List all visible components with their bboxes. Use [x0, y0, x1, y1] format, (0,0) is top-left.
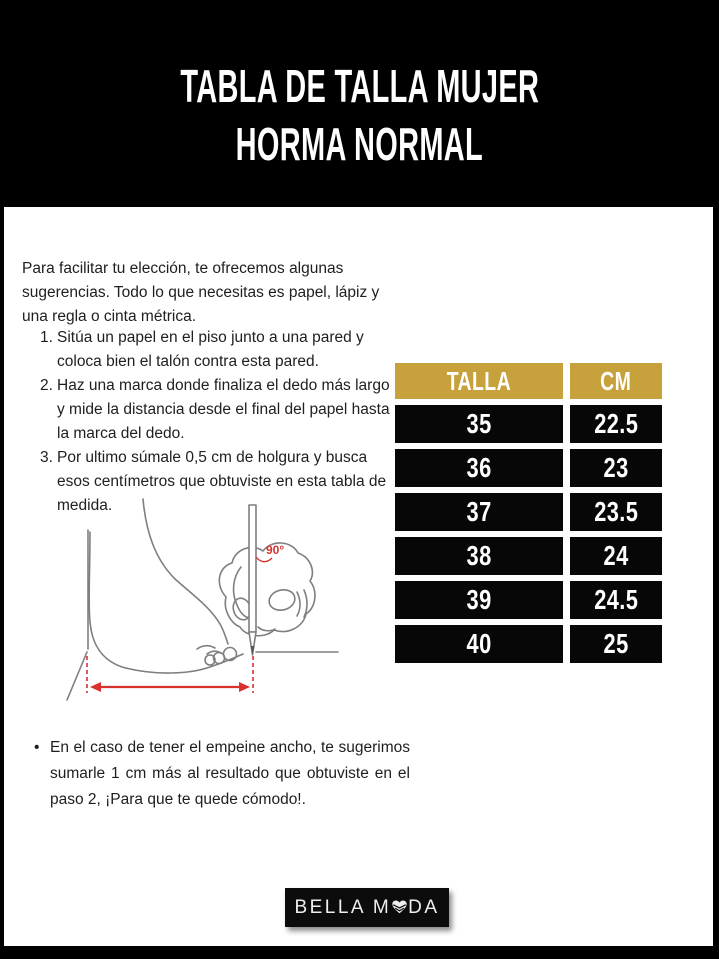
pencil-icon: [249, 505, 256, 655]
instruction-item-2: 2. Haz una marca donde finaliza el dedo más largo y mide la distancia desde el final del papel hasta la marca del dedo.: [40, 377, 390, 442]
table-row: [395, 581, 662, 619]
table-row: [395, 449, 662, 487]
angle-label: 90°: [266, 543, 285, 557]
talla-column-header: TALLA: [395, 363, 563, 399]
talla-cell: 36: [395, 449, 563, 487]
cm-cell: 23.5: [570, 493, 662, 531]
cm-cell: 24.5: [570, 581, 662, 619]
instruction-item-3: 3. Por ultimo súmale 0,5 cm de holgura y busca esos centímetros que obtuviste en esta tabla de medida.: [40, 449, 387, 514]
size-table-header-row: [395, 363, 662, 399]
page-title-line2: HORMA NORMAL: [235, 118, 484, 170]
cm-column-header: CM: [570, 363, 662, 399]
cm-cell: 22.5: [570, 405, 662, 443]
heart-icon: [392, 898, 407, 920]
cm-cell: 24: [570, 537, 662, 575]
talla-cell: 40: [395, 625, 563, 663]
intro-text: Para facilitar tu elección, te ofrecemos algunas sugerencias. Todo lo que necesitas es papel, lápiz y una regla o cinta métrica.: [22, 260, 380, 325]
table-row: [395, 625, 662, 663]
brand-text-post: DA: [408, 896, 440, 918]
content-panel: [4, 207, 713, 946]
size-table: [395, 363, 662, 669]
page-title-line1: TABLA DE TALLA MUJER: [180, 60, 539, 112]
talla-cell: 37: [395, 493, 563, 531]
page-title: [0, 60, 719, 179]
talla-cell: 35: [395, 405, 563, 443]
brand-logo: [285, 888, 449, 927]
table-row: [395, 493, 662, 531]
instructions-list: [40, 326, 396, 518]
wall-line: [67, 530, 88, 700]
bullet-marker: •: [34, 739, 40, 756]
note-text: En el caso de tener el empeine ancho, te sugerimos sumarle 1 cm más al resultado que obtuviste en el paso 2, ¡Para que te quede cómodo!.: [50, 739, 410, 808]
talla-cell: 39: [395, 581, 563, 619]
cm-cell: 25: [570, 625, 662, 663]
measurement-arrow: [90, 682, 250, 692]
table-row: [395, 537, 662, 575]
foot-measurement-illustration: [60, 497, 370, 702]
talla-cell: 38: [395, 537, 563, 575]
instruction-item-1: 1. Sitúa un papel en el piso junto a una pared y coloca bien el talón contra esta pared.: [40, 329, 364, 370]
brand-text-pre: BELLA M: [294, 896, 392, 918]
table-row: [395, 405, 662, 443]
wide-instep-note: [30, 735, 410, 813]
cm-cell: 23: [570, 449, 662, 487]
